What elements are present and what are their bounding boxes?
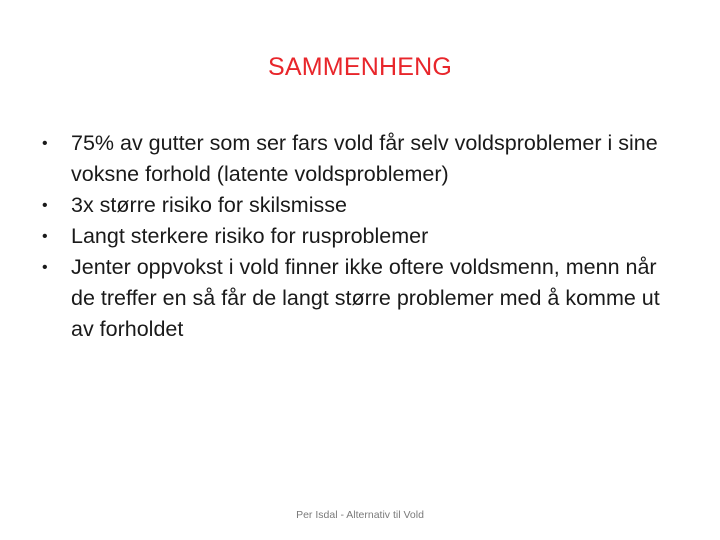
bullet-text: Langt sterkere risiko for rusproblemer [71,224,429,248]
bullet-icon: • [42,197,48,214]
bullet-icon: • [42,135,48,152]
slide-title: SAMMENHENG [268,53,452,81]
bullet-list [40,128,680,345]
slide-footer: Per Isdal - Alternativ til Vold [296,509,424,521]
bullet-icon: • [42,228,48,245]
bullet-text: 3x større risiko for skilsmisse [71,193,347,217]
bullet-text: Jenter oppvokst i vold finner ikke oftere voldsmenn, menn når de treffer en så får de langt større problemer med å komme ut av forholdet [71,255,660,341]
bullet-item [40,252,680,345]
bullet-item [40,190,680,221]
bullet-icon: • [42,259,48,276]
bullet-item [40,221,680,252]
bullet-text: 75% av gutter som ser fars vold får selv voldsproblemer i sine voksne forhold (latente voldsproblemer) [71,131,658,186]
bullet-item [40,128,680,190]
